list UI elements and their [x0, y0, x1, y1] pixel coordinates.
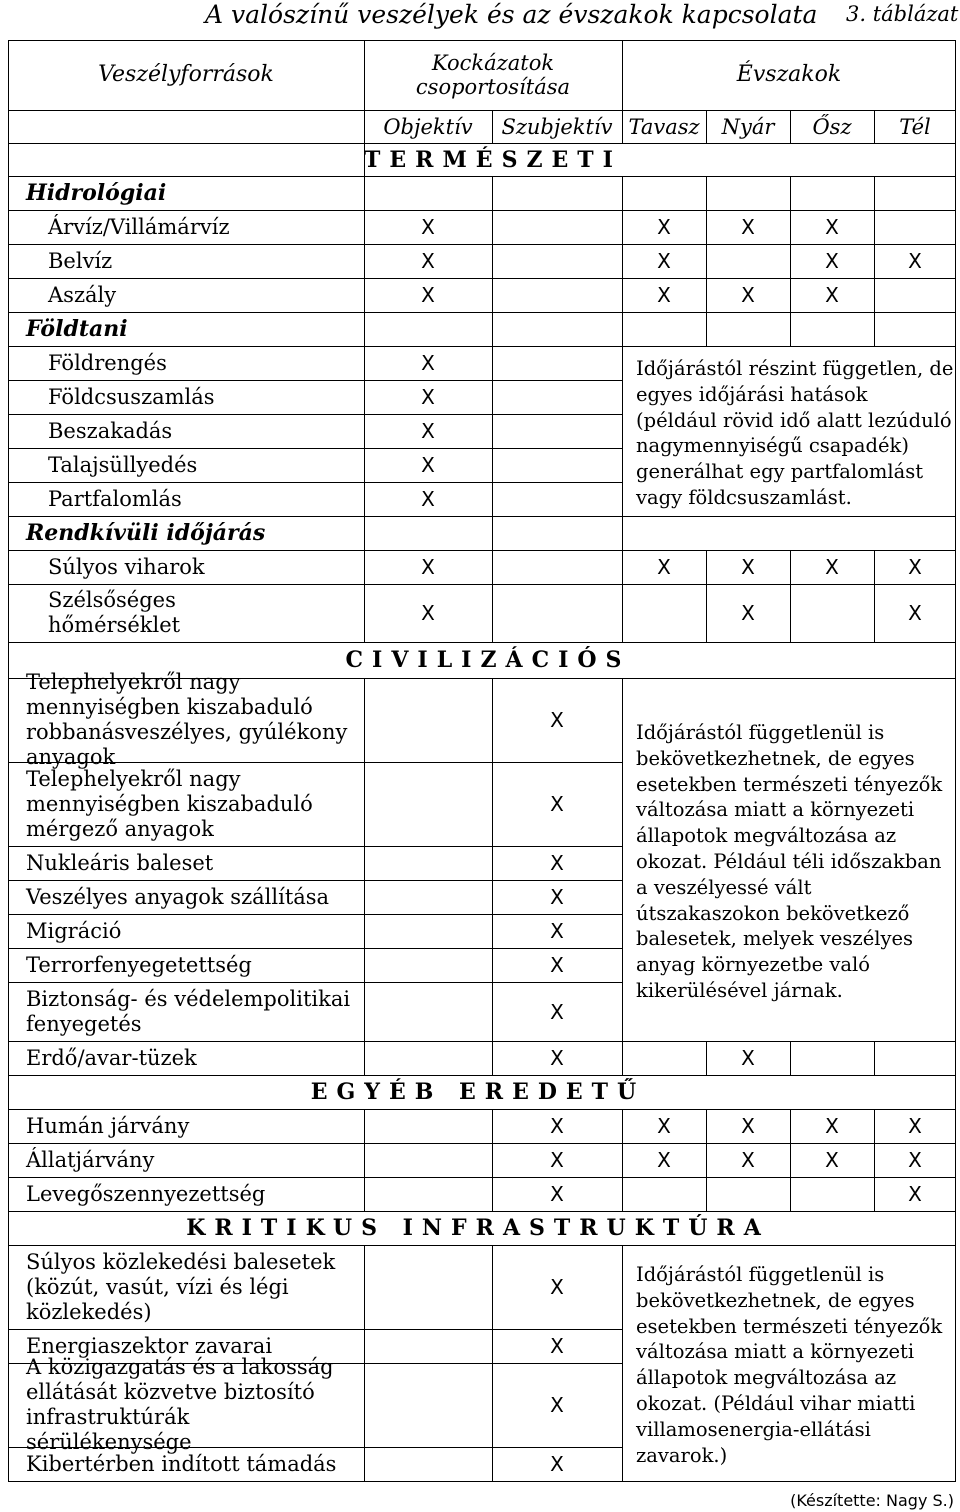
mark-summer: X [741, 1148, 755, 1172]
header-winter: Tél [899, 114, 931, 139]
row-label-line: Szélsőséges [48, 588, 176, 612]
row-label: Kibertérben indított támadás [26, 1451, 337, 1476]
mark-objective: X [421, 249, 435, 273]
note-civilizational: Időjárástól függetlenül is bekövetkezhetnek, de egyes esetekben természeti tényezők változása miatt a környezeti állapotok megváltozása az okozat. Például téli időszakban a veszélyessé vált útszakaszokon bekövetkező balesetek, melyek veszélyes anyag környezetbe való kikerülésével járnak. [636, 721, 943, 1002]
header-summer: Nyár [721, 114, 775, 139]
header-autumn: Ősz [812, 114, 852, 139]
header-objective: Objektív [383, 114, 473, 139]
table-title: A valószínű veszélyek és az évszakok kapcsolata [205, 0, 818, 29]
col-divider [492, 110, 493, 143]
group-extreme-weather: Rendkívüli időjárás [26, 520, 266, 546]
col-divider [874, 110, 875, 143]
row-label: Árvíz/Villámárvíz [48, 215, 230, 239]
mark-objective: X [421, 351, 435, 375]
mark-winter: X [908, 1148, 922, 1172]
mark-subjective: X [550, 851, 564, 875]
col-divider [622, 176, 623, 642]
col-divider [790, 176, 791, 346]
row-label: A közigazgatás és a lakosság ellátását közvetve biztosító infrastruktúrák sérülékenysége [26, 1355, 334, 1454]
col-divider [492, 678, 493, 1075]
row-label: Biztonság- és védelempolitikai fenyegetés [26, 986, 351, 1036]
mark-spring: X [657, 1148, 671, 1172]
mark-subjective: X [550, 1046, 564, 1070]
col-divider [790, 1041, 791, 1075]
mark-subjective: X [550, 1334, 564, 1358]
row-label: Migráció [26, 918, 122, 943]
col-divider [364, 40, 365, 642]
mark-spring: X [657, 249, 671, 273]
mark-winter: X [908, 601, 922, 625]
row-label: Súlyos közlekedési balesetek (közút, vasút, vízi és légi közlekedés) [26, 1249, 336, 1324]
table-bottom-border [8, 1481, 956, 1482]
col-divider [364, 678, 365, 1075]
mark-subjective: X [550, 885, 564, 909]
section-other-origin: EGYÉB EREDETŰ [310, 1079, 646, 1105]
section-critical-infrastructure: KRITIKUS INFRASTRUKTÚRA [186, 1215, 770, 1241]
mark-autumn: X [825, 249, 839, 273]
table-number: 3. táblázat [846, 2, 959, 26]
mark-objective: X [421, 215, 435, 239]
header-seasons: Évszakok [736, 62, 842, 87]
mark-autumn: X [825, 1148, 839, 1172]
col-divider [364, 1245, 365, 1481]
row-label: Beszakadás [48, 419, 173, 443]
col-divider [706, 1109, 707, 1211]
mark-subjective: X [550, 953, 564, 977]
mark-objective: X [421, 419, 435, 443]
row-label: Talajsüllyedés [48, 453, 198, 477]
risk-season-table [8, 40, 956, 1482]
col-divider [706, 550, 707, 642]
mark-objective: X [421, 453, 435, 477]
mark-subjective: X [550, 1182, 564, 1206]
row-label: Energiaszektor zavarai [26, 1333, 273, 1358]
col-divider [706, 1041, 707, 1075]
row-label: Aszály [48, 283, 117, 307]
col-divider [492, 1245, 493, 1481]
mark-winter: X [908, 1182, 922, 1206]
mark-subjective: X [550, 708, 564, 732]
header-risk-group: Kockázatok csoportosítása [415, 51, 571, 99]
row-label: Partfalomlás [48, 487, 182, 511]
col-divider [706, 176, 707, 346]
mark-summer: X [741, 215, 755, 239]
mark-objective: X [421, 283, 435, 307]
row-label: Humán járvány [26, 1113, 190, 1138]
row-label: Nukleáris baleset [26, 850, 214, 875]
section-civilizational: CIVILIZÁCIÓS [345, 647, 631, 673]
mark-spring: X [657, 215, 671, 239]
mark-winter: X [908, 1114, 922, 1138]
note-infrastructure: Időjárástól függetlenül is bekövetkezhetnek, de egyes esetekben természeti tényezők változása miatt a környezeti állapotok megváltozása az okozat. (Például vihar miatti villamosenergia-ellátási zavarok.) [636, 1263, 943, 1467]
mark-autumn: X [825, 1114, 839, 1138]
col-divider [364, 1109, 365, 1211]
row-label-line: hőmérséklet [48, 613, 181, 637]
row-label: Levegőszennyezettség [26, 1181, 266, 1206]
col-divider [874, 1041, 875, 1075]
mark-subjective: X [550, 1148, 564, 1172]
mark-subjective: X [550, 1114, 564, 1138]
row-label: Telephelyekről nagy mennyiségben kiszabaduló robbanásveszélyes, gyúlékony anyagok [26, 670, 348, 769]
mark-summer: X [741, 1114, 755, 1138]
mark-subjective: X [550, 919, 564, 943]
credit: (Készítette: Nagy S.) [790, 1491, 954, 1510]
mark-autumn: X [825, 555, 839, 579]
header-subjective: Szubjektív [501, 114, 613, 139]
col-divider [622, 1109, 623, 1211]
mark-subjective: X [550, 999, 564, 1024]
col-divider [622, 40, 623, 143]
row-label: Erdő/avar-tüzek [26, 1045, 197, 1070]
row-label: Terrorfenyegetettség [26, 952, 252, 977]
mark-winter: X [908, 249, 922, 273]
col-divider [492, 176, 493, 642]
col-divider [790, 110, 791, 143]
mark-objective: X [421, 487, 435, 511]
mark-objective: X [421, 601, 435, 625]
col-divider [874, 176, 875, 346]
group-geo: Földtani [26, 316, 128, 342]
col-divider [874, 550, 875, 642]
mark-subjective: X [550, 792, 564, 816]
row-label: Veszélyes anyagok szállítása [26, 884, 330, 909]
mark-subjective: X [550, 1275, 564, 1299]
header-spring: Tavasz [628, 114, 700, 139]
row-label: Súlyos viharok [48, 555, 205, 579]
row-label: Belvíz [48, 249, 113, 273]
col-divider [492, 1109, 493, 1211]
header-sources: Veszélyforrások [98, 62, 274, 87]
mark-spring: X [657, 283, 671, 307]
mark-spring: X [657, 1114, 671, 1138]
mark-summer: X [741, 555, 755, 579]
mark-subjective: X [550, 1452, 564, 1476]
col-divider [790, 550, 791, 642]
row-label [8, 584, 364, 642]
mark-autumn: X [825, 215, 839, 239]
mark-objective: X [421, 385, 435, 409]
mark-objective: X [421, 555, 435, 579]
col-divider [706, 110, 707, 143]
col-divider [790, 1109, 791, 1211]
row-label: Földrengés [48, 351, 167, 375]
group-hydro: Hidrológiai [26, 180, 167, 206]
mark-autumn: X [825, 283, 839, 307]
mark-subjective: X [550, 1393, 564, 1417]
row-label: Földcsuszamlás [48, 385, 215, 409]
row-label: Állatjárvány [26, 1147, 155, 1172]
col-divider [622, 678, 623, 1075]
mark-summer: X [741, 1046, 755, 1070]
section-natural: TERMÉSZETI [364, 146, 622, 173]
mark-summer: X [741, 601, 755, 625]
mark-summer: X [741, 283, 755, 307]
mark-spring: X [657, 555, 671, 579]
note-geo: Időjárástól részint független, de egyes időjárási hatások (például rövid idő alatt lezúduló nagymennyiségű csapadék) generálhat egy partfalomlást vagy földcsuszamlást. [636, 357, 954, 509]
row-label: Telephelyekről nagy mennyiségben kiszabaduló mérgező anyagok [26, 766, 313, 841]
mark-winter: X [908, 555, 922, 579]
col-divider [874, 1109, 875, 1211]
col-divider [622, 1245, 623, 1481]
